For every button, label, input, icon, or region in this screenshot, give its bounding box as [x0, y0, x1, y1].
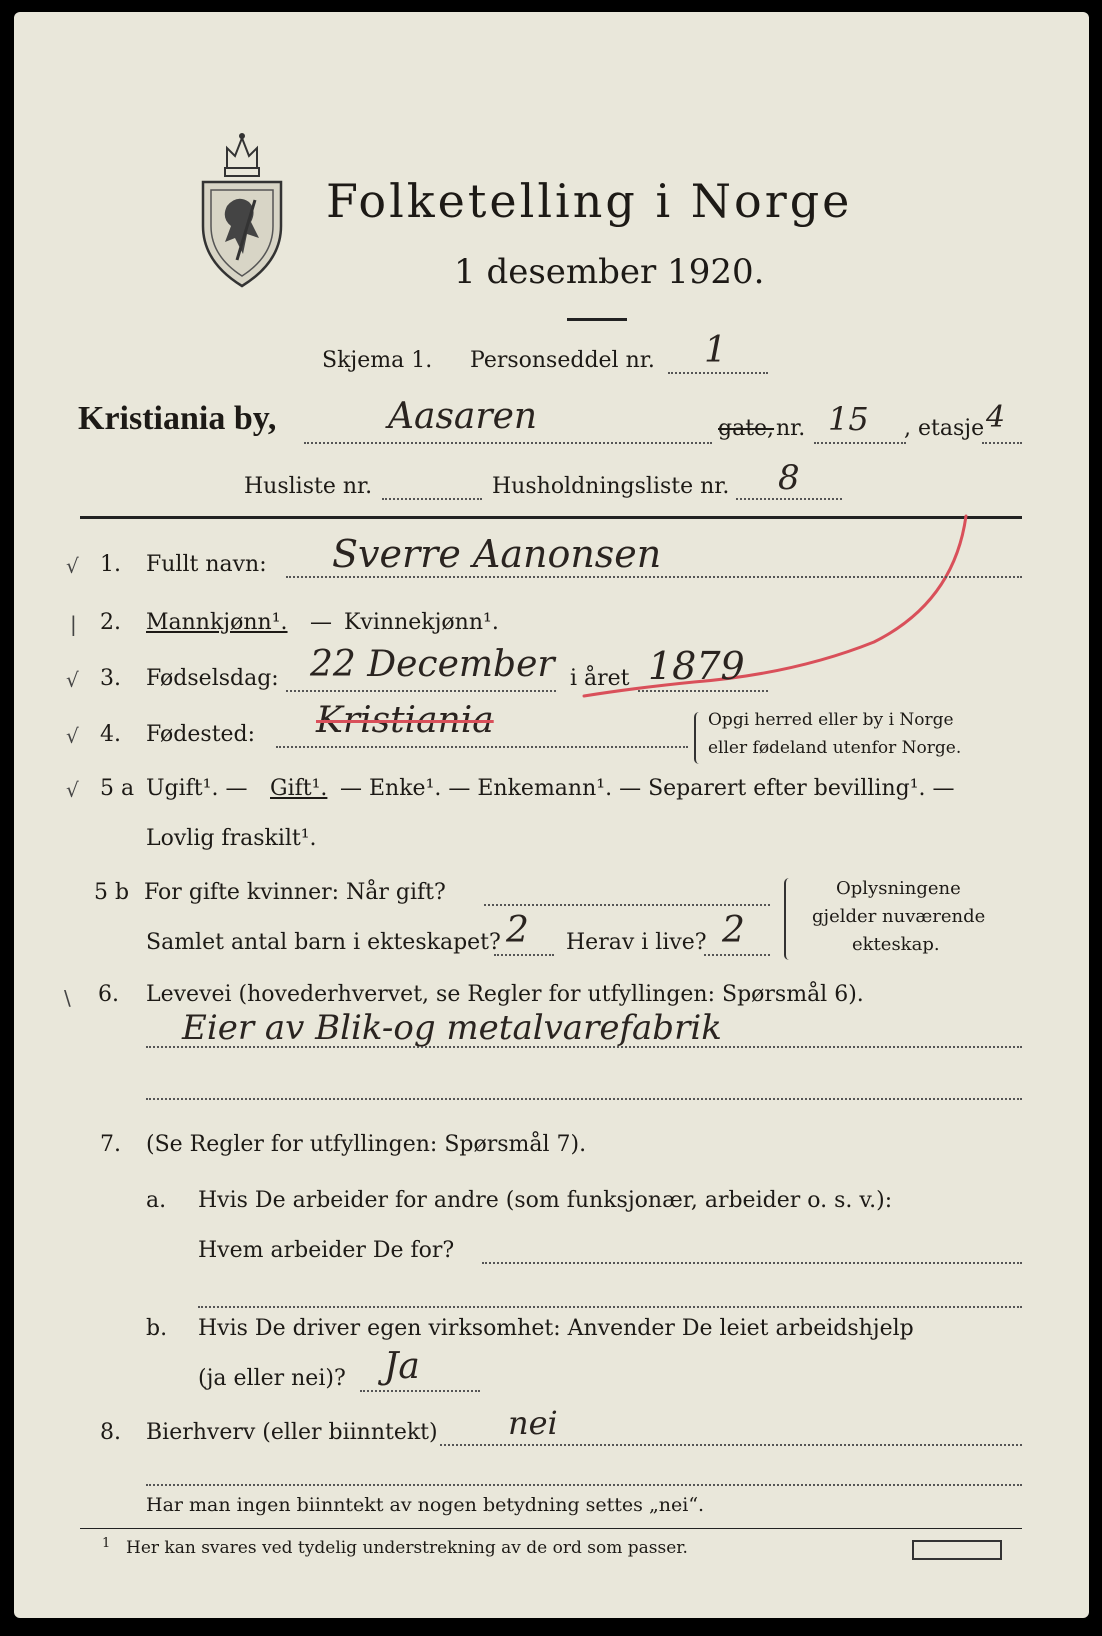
q5a-line-2: Lovlig fraskilt¹.	[146, 826, 317, 851]
q5b-barn-label: Samlet antal barn i ekteskapet?	[146, 930, 501, 955]
q2-female: Kvinnekjønn¹.	[344, 610, 499, 635]
husholdning-value: 8	[778, 458, 800, 498]
q2-male: Mannkjønn¹.	[146, 610, 288, 635]
footnote-divider	[80, 1528, 1022, 1529]
q7a-question: Hvem arbeider De for?	[198, 1238, 455, 1263]
q7b-line	[360, 1390, 480, 1392]
q6-label: Levevei (hovederhvervet, se Regler for utfyllingen: Spørsmål 6).	[146, 982, 864, 1007]
etasje-line	[982, 442, 1022, 444]
city-label: Kristiania by,	[78, 400, 277, 437]
q5b-brace	[784, 878, 794, 960]
q1-number: 1.	[100, 552, 121, 577]
q7a-letter: a.	[146, 1188, 167, 1213]
husholdning-label: Husholdningsliste nr.	[492, 474, 730, 499]
q3-day-value: 22 December	[310, 644, 555, 685]
q7a-line-2	[198, 1306, 1022, 1308]
q5b-live-value: 2	[722, 910, 745, 951]
q4-brace	[694, 712, 704, 764]
q4-value: Kristiania	[316, 700, 494, 741]
q5a-rest: — Enke¹. — Enkemann¹. — Separert efter bevilling¹. —	[340, 776, 955, 801]
check-mark-5a: √	[66, 778, 79, 802]
q4-note-1: Opgi herred eller by i Norge	[708, 710, 954, 730]
gate-label: gate,	[718, 416, 775, 441]
page-title: Folketelling i Norge	[326, 174, 853, 228]
q5b-label: For gifte kvinner: Når gift?	[144, 880, 446, 905]
q3-day-line	[286, 690, 556, 692]
q7a-text: Hvis De arbeider for andre (som funksjonær, arbeider o. s. v.):	[198, 1188, 893, 1213]
q3-label: Fødselsdag:	[146, 666, 279, 691]
q5a-ugift: Ugift¹. —	[146, 776, 248, 801]
check-mark-4: √	[66, 724, 79, 748]
street-line	[304, 442, 712, 444]
q6-line-2	[146, 1098, 1022, 1100]
q8-line-1	[440, 1444, 1022, 1446]
q8-line-2	[146, 1484, 1022, 1486]
q1-value: Sverre Aanonsen	[332, 532, 662, 576]
q5a-gift: Gift¹.	[270, 776, 328, 801]
q7b-text: Hvis De driver egen virksomhet: Anvender De leiet arbeidshjelp	[198, 1316, 914, 1341]
q8-number: 8.	[100, 1420, 121, 1445]
check-mark-3: √	[66, 668, 79, 692]
q8-label: Bierhverv (eller biinntekt)	[146, 1420, 438, 1445]
nr-line	[814, 442, 906, 444]
footer-note: Har man ingen biinntekt av nogen betydning settes „nei“.	[146, 1494, 705, 1516]
nr-label: nr.	[776, 416, 806, 441]
q5b-note-1: Oplysningene	[836, 878, 961, 899]
q5b-number: 5 b	[94, 880, 130, 905]
q5b-when-line	[484, 904, 770, 906]
printer-stamp	[912, 1540, 1002, 1560]
q5b-barn-value: 2	[506, 910, 529, 951]
etasje-label: , etasje	[904, 416, 985, 441]
census-date: 1 desember 1920.	[454, 252, 765, 292]
check-mark-1: √	[66, 554, 79, 578]
husliste-label: Husliste nr.	[244, 474, 373, 499]
check-mark-2: |	[70, 612, 77, 636]
q5b-note-2: gjelder nuværende	[812, 906, 986, 927]
q2-sep: —	[310, 610, 332, 635]
etasje-value: 4	[986, 400, 1006, 435]
q4-note-2: eller fødeland utenfor Norge.	[708, 738, 962, 758]
title-divider	[567, 318, 627, 321]
q3-year-line	[638, 690, 768, 692]
footnote-text: Her kan svares ved tydelig understrekning av de ord som passer.	[126, 1538, 688, 1558]
footnote-number: 1	[102, 1536, 111, 1551]
q7-number: 7.	[100, 1132, 121, 1157]
q3-number: 3.	[100, 666, 121, 691]
skjema-label: Skjema 1.	[322, 348, 433, 373]
q5b-note-3: ekteskap.	[852, 934, 940, 955]
q1-line	[286, 576, 1022, 578]
q4-line	[276, 746, 688, 748]
q3-year-value: 1879	[648, 644, 745, 688]
q3-year-label: i året	[570, 666, 630, 691]
q4-label: Fødested:	[146, 722, 256, 747]
q4-number: 4.	[100, 722, 121, 747]
personseddel-line	[668, 372, 768, 374]
q1-label: Fullt navn:	[146, 552, 267, 577]
q7-label: (Se Regler for utfyllingen: Spørsmål 7).	[146, 1132, 587, 1157]
q6-value: Eier av Blik-og metalvarefabrik	[182, 1008, 722, 1048]
street-value: Aasaren	[388, 396, 538, 437]
husholdning-line	[736, 498, 842, 500]
q5a-number: 5 a	[100, 776, 135, 801]
q7a-line-1	[482, 1262, 1022, 1264]
personseddel-value: 1	[704, 330, 727, 371]
census-form-page	[14, 12, 1089, 1618]
q7b-letter: b.	[146, 1316, 168, 1341]
q7b-value: Ja	[384, 1346, 420, 1387]
coat-of-arms-icon	[197, 130, 287, 290]
q2-number: 2.	[100, 610, 121, 635]
q6-number: 6.	[98, 982, 119, 1007]
nr-value: 15	[828, 400, 869, 438]
q7b-question: (ja eller nei)?	[198, 1366, 346, 1391]
q5b-barn-line	[494, 954, 554, 956]
husliste-line	[382, 498, 482, 500]
q8-value: nei	[508, 1404, 558, 1442]
q5b-live-label: Herav i live?	[566, 930, 707, 955]
q5b-live-line	[704, 954, 770, 956]
check-mark-6: \	[64, 986, 71, 1010]
personseddel-label: Personseddel nr.	[470, 348, 655, 373]
